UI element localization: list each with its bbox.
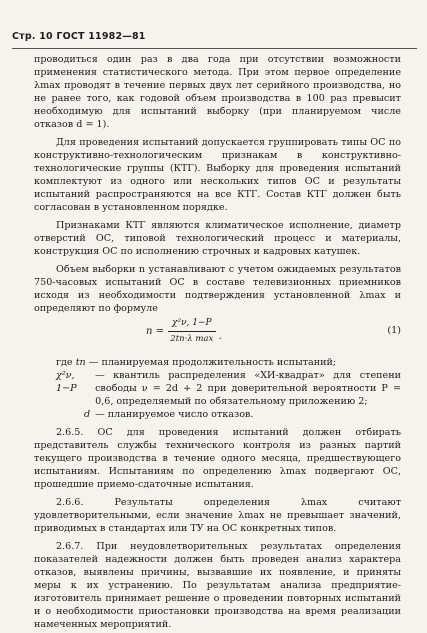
formula-denominator: 2tn·λ max (170, 334, 214, 344)
paragraph-ktg-features: Признаками КТГ являются климатическое исполнение, диаметр отверстий ОС, типовой технологический процесс и материалы, конструкция ОС по исполнению строчных и кадровых катушек. (34, 220, 401, 257)
formula-block (34, 315, 401, 353)
document-body (34, 53, 401, 631)
paragraph-continuation: проводиться один раз в два года при отсутствии возможности применения статистического метода. При этом первое определение λmax проводят в течение первых двух лет серийного производства, но не ранее того, как годовой объем производства в 100 раз превысит необходимую для испытаний выборку (при планируемом числе отказов d = 1). (34, 54, 401, 130)
running-header: Стр. 10 ГОСТ 11982—81 (12, 31, 146, 42)
definitions-list (34, 356, 401, 421)
header-rule (12, 48, 417, 49)
definition-tn (34, 356, 401, 369)
clause-2-6-6: 2.6.6. Результаты определения λmax считают удовлетворительными, если значение λmax не превышает значений, приводимых в стандартах или ТУ на ОС конкретных типов. (34, 497, 401, 534)
definition-text-chi: — квантиль распределения «ХИ-квадрат» для степени свободы ν = 2d + 2 при доверительной вероятности P = 0,6, определяемый по обязательному приложению 2; (95, 370, 401, 407)
definition-lead: где (56, 357, 73, 368)
definition-symbol-d: d (84, 409, 91, 420)
definition-text-tn: — планируемая продолжительность испытаний; (88, 357, 337, 368)
formula-fraction (168, 317, 216, 346)
definition-symbol-chi: χ²ν, 1−P (56, 370, 77, 394)
paragraph-ktg-grouping: Для проведения испытаний допускается группировать типы ОС по конструктивно-технологическим признакам в конструктивно-технологические группы (КТГ). Выборку для проведения испытаний комплектуют из одного или нескольких типов ОС и результаты испытаний распространяются на все КТГ. Состав КТГ должен быть согласован в установленном порядке. (34, 137, 401, 213)
definition-text-d: — планируемое число отказов. (95, 409, 254, 420)
clause-2-6-5: 2.6.5. ОС для проведения испытаний должен отбирать представитель службы технического контроля из разных партий текущего производства в течение одного месяца, предшествующего испытаниям. Испытаниям по определению λmax подвергают ОС, прошедшие приемо-сдаточные испытания. (34, 427, 401, 490)
definition-d (34, 408, 401, 421)
paragraph-sample-size: Объем выборки n устанавливают с учетом ожидаемых результатов 750-часовых испытаний ОС в составе телевизионных приемников исходя из необходимости подтверждения установленной λmax и определяют по формуле (34, 264, 401, 314)
definition-symbol-tn: tn (75, 357, 86, 368)
formula-lhs: n = (146, 326, 164, 337)
sample-size-formula: n = $\frac{\text{χ²ν, 1−P}}{\text{2tn·λ max}}$ . (146, 318, 222, 344)
definition-chi (34, 369, 401, 408)
formula-numerator: χ²ν, 1−P (168, 317, 216, 332)
equation-number: (1) (387, 325, 401, 336)
clause-2-6-7: 2.6.7. При неудовлетворительных результатах определения показателей надежности должен быть проведен анализ характера отказов, выявлены причины, вызвавшие их появление, и приняты меры к их устранению. По результатам анализа предприятие-изготовитель принимает решение о проведении повторных испытаний и о необходимости приостановки производства на время реализации намеченных мероприятий. (34, 541, 401, 630)
